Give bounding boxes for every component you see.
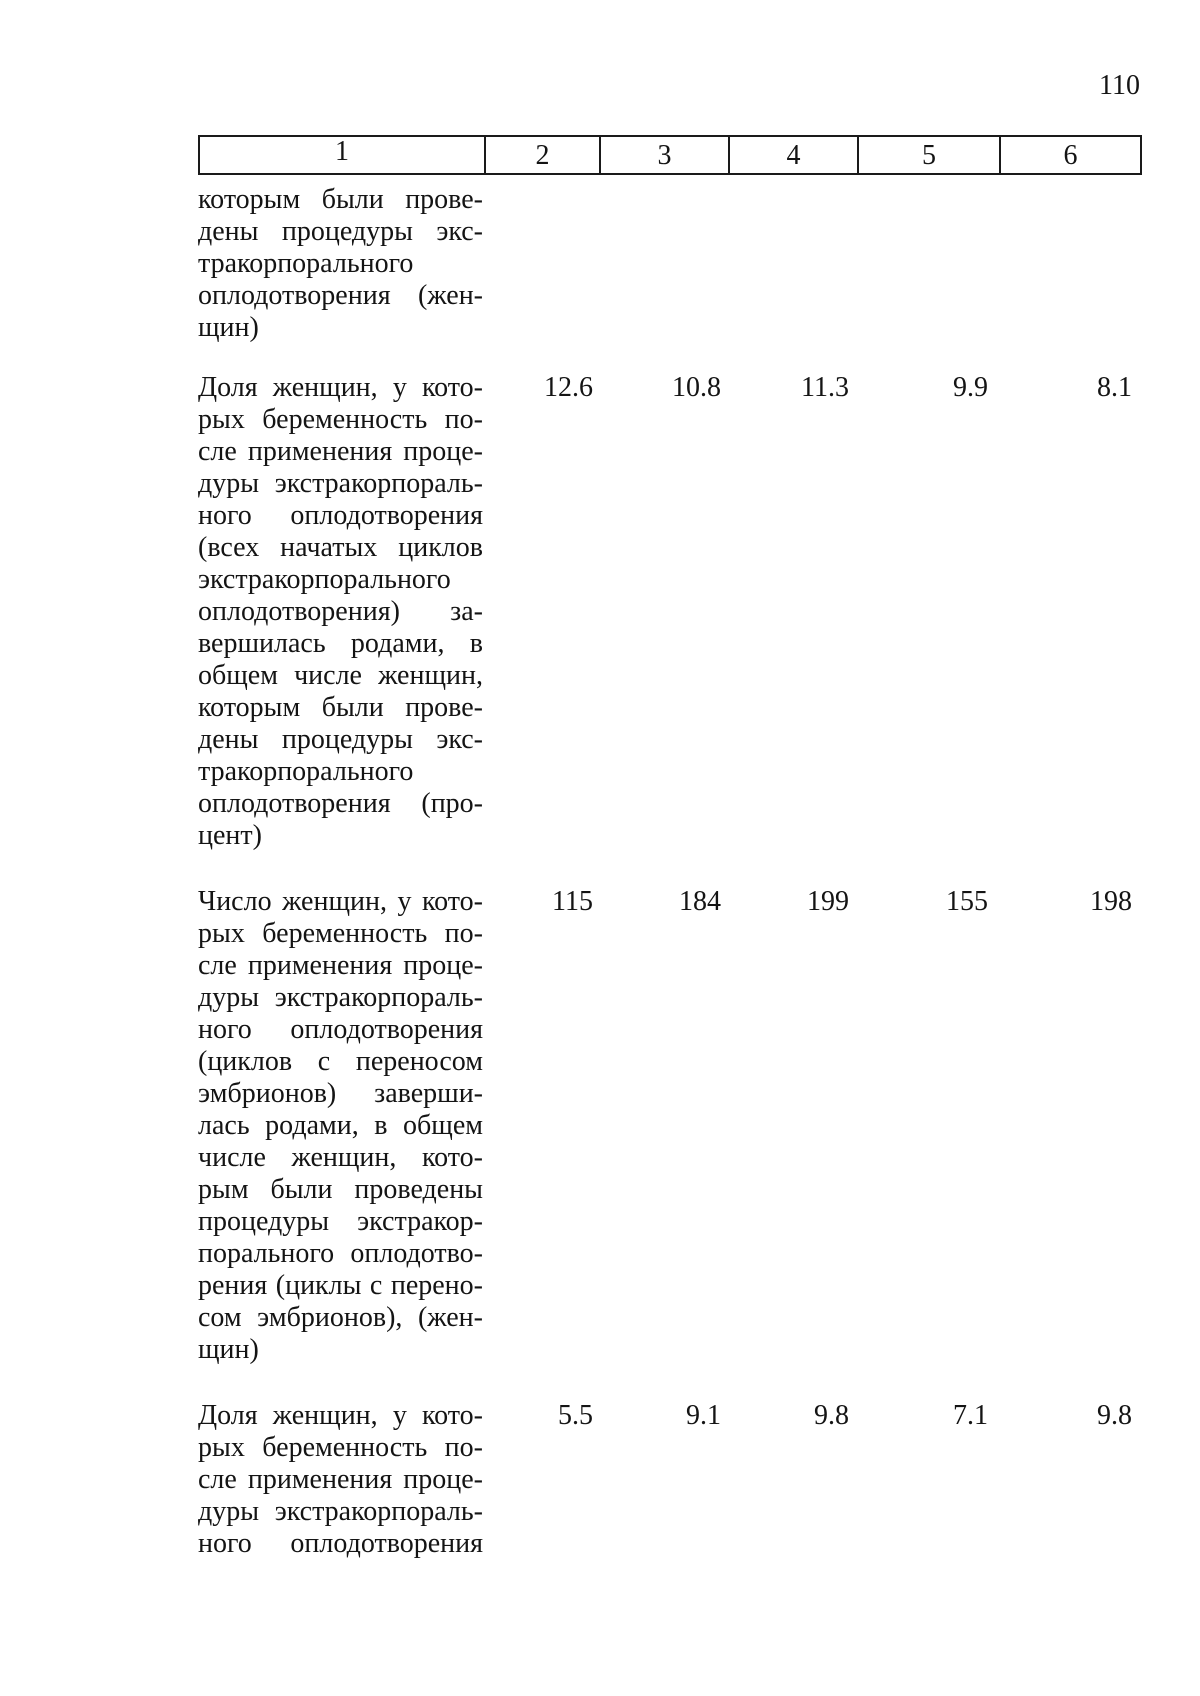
row-label — [198, 184, 483, 344]
label-line: дуры экстракорпораль- — [198, 982, 483, 1013]
label-line: сле применения проце- — [198, 436, 483, 467]
label-line: рым были проведены — [198, 1174, 483, 1205]
cell-value-col6: 198 — [1090, 886, 1132, 917]
column-header-3: 3 — [600, 136, 729, 174]
cell-value-col2: 115 — [552, 886, 593, 917]
cell-value-col3: 10.8 — [672, 372, 721, 403]
label-line: которым были прове- — [198, 184, 483, 215]
label-line: дуры экстракорпораль- — [198, 1496, 483, 1527]
label-line: Доля женщин, у кото- — [198, 1400, 483, 1431]
label-line: вершилась родами, в — [198, 628, 483, 659]
label-line: дуры экстракорпораль- — [198, 468, 483, 499]
label-line: числе женщин, кото- — [198, 1142, 483, 1173]
label-line: рых беременность по- — [198, 918, 483, 949]
cell-value-col2: 12.6 — [544, 372, 593, 403]
label-line: ного оплодотворения — [198, 1014, 483, 1045]
column-header-5: 5 — [858, 136, 1000, 174]
label-line: Доля женщин, у кото- — [198, 372, 483, 403]
cell-value-col5: 7.1 — [953, 1400, 988, 1431]
label-line: тракорпорального — [198, 248, 414, 279]
cell-value-col5: 9.9 — [953, 372, 988, 403]
cell-value-col6: 9.8 — [1097, 1400, 1132, 1431]
label-line: щин) — [198, 1334, 259, 1365]
label-line: сом эмбрионов), (жен- — [198, 1302, 483, 1333]
label-line: процедуры экстракор- — [198, 1206, 483, 1237]
label-line: рых беременность по- — [198, 1432, 483, 1463]
label-line: порального оплодотво- — [198, 1238, 483, 1269]
label-line: эмбрионов) заверши- — [198, 1078, 483, 1109]
cell-value-col5: 155 — [946, 886, 988, 917]
cell-value-col4: 9.8 — [814, 1400, 849, 1431]
cell-value-col2: 5.5 — [558, 1400, 593, 1431]
label-line: оплодотворения) за- — [198, 596, 483, 627]
label-line: ного оплодотворения — [198, 1528, 483, 1559]
label-line: оплодотворения (про- — [198, 788, 483, 819]
cell-value-col4: 11.3 — [801, 372, 849, 403]
cell-value-col3: 9.1 — [686, 1400, 721, 1431]
label-line: дены процедуры экс- — [198, 724, 483, 755]
label-line: которым были прове- — [198, 692, 483, 723]
column-header-2: 2 — [485, 136, 600, 174]
cell-value-col4: 199 — [807, 886, 849, 917]
label-line: щин) — [198, 312, 259, 343]
row-label — [198, 372, 483, 852]
label-line: дены процедуры экс- — [198, 216, 483, 247]
row-label — [198, 886, 483, 1366]
label-line: сле применения проце- — [198, 950, 483, 981]
label-line: общем числе женщин, — [198, 660, 483, 691]
label-line: рения (циклы с перено- — [198, 1270, 483, 1301]
header-row — [199, 136, 1141, 174]
label-line: цент) — [198, 820, 262, 851]
label-line: (циклов с переносом — [198, 1046, 483, 1077]
label-line: ного оплодотворения — [198, 500, 483, 531]
label-line: тракорпорального — [198, 756, 414, 787]
label-line: сле применения проце- — [198, 1464, 483, 1495]
label-line: экстракорпорального — [198, 564, 451, 595]
page-number: 110 — [1099, 70, 1140, 101]
column-header-6: 6 — [1000, 136, 1141, 174]
label-line: лась родами, в общем — [198, 1110, 483, 1141]
column-header-4: 4 — [729, 136, 858, 174]
label-line: рых беременность по- — [198, 404, 483, 435]
column-header-1: 1 — [199, 136, 485, 174]
label-line: (всех начатых циклов — [198, 532, 483, 563]
row-label — [198, 1400, 483, 1560]
cell-value-col3: 184 — [679, 886, 721, 917]
label-line: оплодотворения (жен- — [198, 280, 483, 311]
cell-value-col6: 8.1 — [1097, 372, 1132, 403]
label-line: Число женщин, у кото- — [198, 886, 483, 917]
table-header — [198, 135, 1142, 175]
